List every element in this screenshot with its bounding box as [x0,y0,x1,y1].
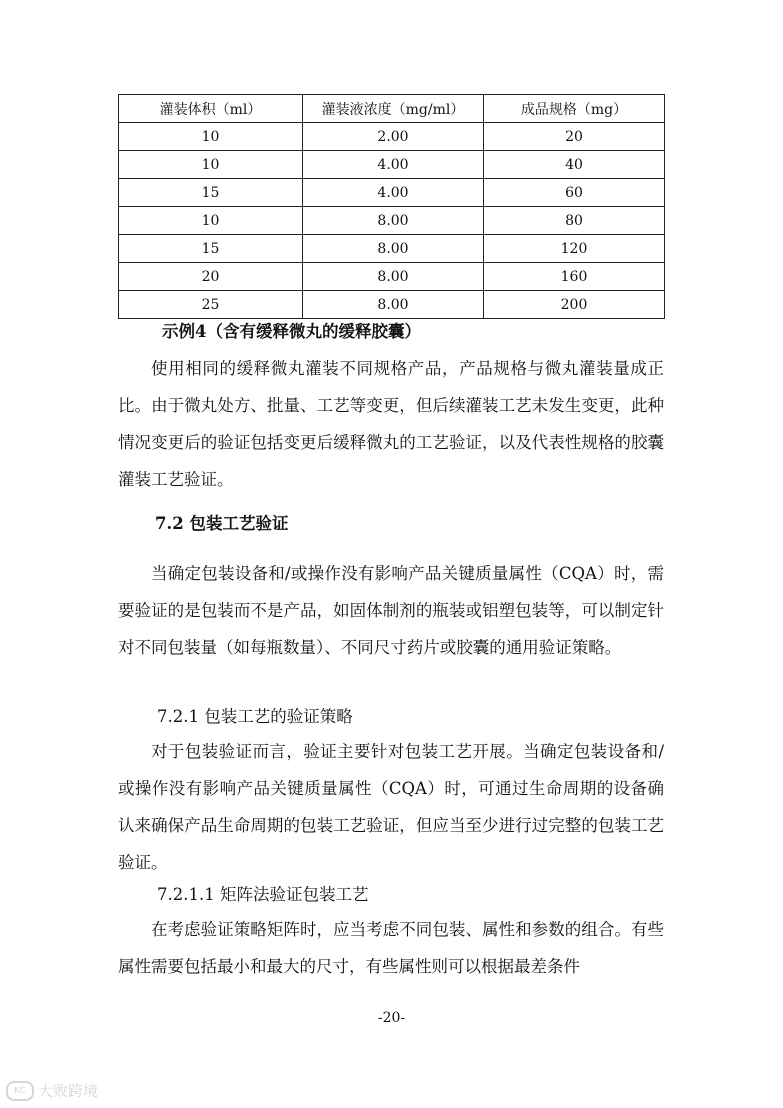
example4-heading: 示例4（含有缓释微丸的缓释胶囊） [162,322,421,341]
cell-strength: 160 [484,263,665,291]
section-7-2-1-paragraph: 对于包装验证而言，验证主要针对包装工艺开展。当确定包装设备和/或操作没有影响产品关键质量属性（CQA）时，可通过生命周期的设备确认来确保产品生命周期的包装工艺验证，但应当至少进行过完整的包装工艺验证。 [118,742,664,872]
cell-volume: 10 [119,123,303,151]
cell-volume: 10 [119,207,303,235]
watermark-text: 大败跨境 [38,1082,99,1100]
cell-strength: 20 [484,123,665,151]
header-fill-volume: 灌装体积（ml） [119,95,303,123]
table-row [119,263,665,291]
table-row [119,179,665,207]
cell-concentration: 4.00 [303,151,484,179]
cell-volume: 20 [119,263,303,291]
example4-paragraph: 使用相同的缓释微丸灌装不同规格产品，产品规格与微丸灌装量成正比。由于微丸处方、批量、工艺等变更，但后续灌装工艺未发生变更，此种情况变更后的验证包括变更后缓释微丸的工艺验证，以及代表性规格的胶囊灌装工艺验证。 [118,359,664,489]
cell-volume: 15 [119,179,303,207]
watermark-logo-icon: KC [6,1081,34,1101]
section-7-2-1-heading: 7.2.1 包装工艺的验证策略 [157,707,353,726]
section-7-2-paragraph: 当确定包装设备和/或操作没有影响产品关键质量属性（CQA）时，需要验证的是包装而不是产品，如固体制剂的瓶装或铝塑包装等，可以制定针对不同包装量（如每瓶数量）、不同尺寸药片或胶囊的通用验证策略。 [118,564,664,657]
table-row [119,123,665,151]
cell-volume: 25 [119,291,303,319]
table-row [119,235,665,263]
table-row [119,207,665,235]
cell-concentration: 2.00 [303,123,484,151]
section-7-2-heading: 7.2 包装工艺验证 [155,514,289,533]
cell-concentration: 8.00 [303,207,484,235]
cell-strength: 200 [484,291,665,319]
cell-strength: 120 [484,235,665,263]
fill-spec-table [118,94,665,319]
table-header-row [119,95,665,123]
cell-strength: 40 [484,151,665,179]
header-fill-concentration: 灌装液浓度（mg/ml） [303,95,484,123]
header-product-strength: 成品规格（mg） [484,95,665,123]
cell-volume: 15 [119,235,303,263]
cell-volume: 10 [119,151,303,179]
table-row [119,151,665,179]
section-7-2-1-1-paragraph: 在考虑验证策略矩阵时，应当考虑不同包装、属性和参数的组合。有些属性需要包括最小和最大的尺寸，有些属性则可以根据最差条件 [118,920,664,976]
cell-concentration: 8.00 [303,235,484,263]
page-number: -20- [377,1010,406,1026]
section-7-2-1-1-heading: 7.2.1.1 矩阵法验证包装工艺 [157,885,369,904]
cell-concentration: 8.00 [303,291,484,319]
table-row [119,291,665,319]
cell-concentration: 8.00 [303,263,484,291]
cell-concentration: 4.00 [303,179,484,207]
cell-strength: 60 [484,179,665,207]
watermark [6,1080,98,1101]
cell-strength: 80 [484,207,665,235]
